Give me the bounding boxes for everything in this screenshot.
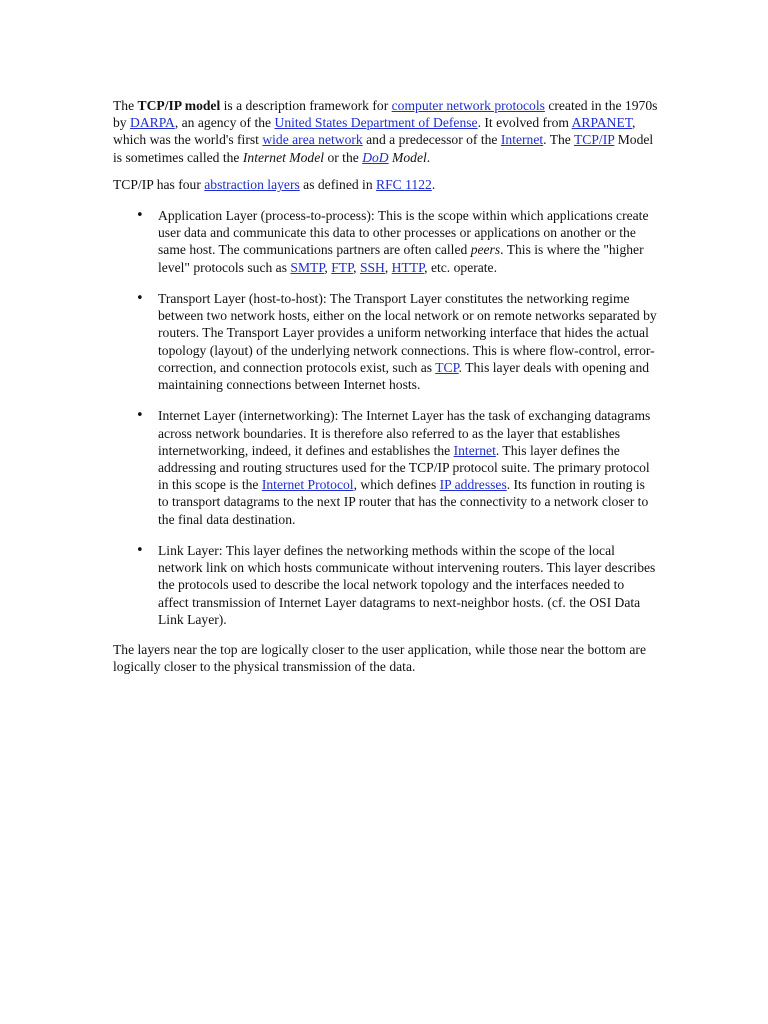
link-rfc-1122[interactable]: RFC 1122 [376, 176, 432, 192]
text-run: The [113, 98, 138, 113]
text-run: created in the 1970s by [113, 98, 658, 131]
text-run: and a predecessor of the [362, 132, 501, 148]
text-run: , [324, 259, 332, 275]
link-tcp[interactable]: TCP [435, 359, 459, 375]
link-internet[interactable]: Internet [500, 132, 544, 148]
layer-item-transport [158, 290, 658, 393]
italic-text: Model [388, 149, 427, 165]
italic-text: Internet Model [242, 149, 325, 165]
text-run: . Its function in routing is to transport datagrams to the next IP router that has the connectivity to a network closer to the final data destination. [158, 477, 649, 527]
link-smtp[interactable]: SMTP [290, 259, 325, 275]
text-run: TCP/IP has four [113, 176, 205, 192]
link-arpanet[interactable]: ARPANET [571, 115, 633, 131]
layer-list [113, 207, 658, 628]
text-run: Model is sometimes called the [113, 132, 654, 165]
outro-paragraph [113, 641, 658, 675]
text-run: Link Layer: This layer defines the networking methods within the scope of the local network link on which hosts communicate without intervening routers. This layer describes the protocols used to describe the local network topology and the interfaces needed to affect transmission of Internet Layer datagrams to next-neighbor hosts. (cf. the OSI Data Link Layer). [158, 543, 656, 627]
text-run: , [353, 259, 360, 275]
link-ssh[interactable]: SSH [359, 259, 385, 275]
link-abstraction-layers[interactable]: abstraction layers [204, 176, 300, 192]
text-run: or the [324, 149, 363, 165]
document-body [113, 97, 658, 676]
link-wide-area-network[interactable]: wide area network [262, 132, 363, 148]
text-run: . This layer deals with opening and maintaining connections between Internet hosts. [158, 359, 650, 393]
italic-text: peers [470, 242, 501, 258]
text-run: . This layer defines the addressing and routing structures used for the TCP/IP protocol suite. The primary protocol in this scope is the [158, 442, 650, 493]
text-run: , [384, 259, 392, 275]
layers-intro-paragraph [113, 176, 658, 193]
intro-paragraph [113, 97, 658, 166]
text-run: . [431, 176, 436, 192]
link-ip-addresses[interactable]: IP addresses [439, 477, 507, 493]
layer-item-internet [158, 407, 658, 527]
text-run: . It evolved from [477, 115, 572, 131]
text-run: , an agency of the [174, 115, 275, 131]
link-internet-2[interactable]: Internet [453, 442, 496, 458]
link-us-dod[interactable]: United States Department of Defense [274, 115, 478, 131]
text-run: is a description framework for [220, 98, 392, 113]
text-run: . [426, 149, 431, 165]
link-dod[interactable]: DoD [362, 149, 389, 165]
text-run: , which defines [353, 477, 440, 493]
link-tcp-ip[interactable]: TCP/IP [574, 132, 615, 148]
link-ftp[interactable]: FTP [331, 259, 354, 275]
text-run: Internet Layer (internetworking): The Internet Layer has the task of exchanging datagrams across network boundaries. It is therefore also referred to as the layer that establishes internetworking, indeed, it defines and establishes the [158, 408, 651, 458]
text-run: , etc. operate. [424, 259, 497, 275]
text-run: Application Layer (process-to-process): This is the scope within which applications create user data and communicate this data to other processes or applications on another or the same host. The communications partners are often called [158, 208, 649, 258]
link-internet-protocol[interactable]: Internet Protocol [261, 477, 354, 493]
bold-text: TCP/IP model [137, 98, 221, 113]
text-run: The layers near the top are logically closer to the user application, while those near the bottom are logically closer to the physical transmission of the data. [113, 642, 646, 675]
layer-item-link [158, 542, 658, 628]
link-darpa[interactable]: DARPA [130, 115, 175, 131]
text-run: , which was the world's first [113, 115, 636, 148]
text-run: as defined in [299, 176, 377, 192]
text-run: . This is where the "higher level" protocols such as [158, 242, 644, 275]
link-computer-network-protocols[interactable]: computer network protocols [391, 98, 545, 113]
text-run: Transport Layer (host-to-host): The Transport Layer constitutes the networking regime between two network hosts, either on the local network or on remote networks separated by routers. The Transport Layer provides a uniform networking interface that hides the actual topology (layout) of the underlying network connections. This is where flow-control, error-correction, and connection protocols exist, such as [158, 291, 657, 375]
text-run: . The [543, 132, 574, 148]
layer-item-application [158, 207, 658, 276]
link-http[interactable]: HTTP [391, 259, 425, 275]
